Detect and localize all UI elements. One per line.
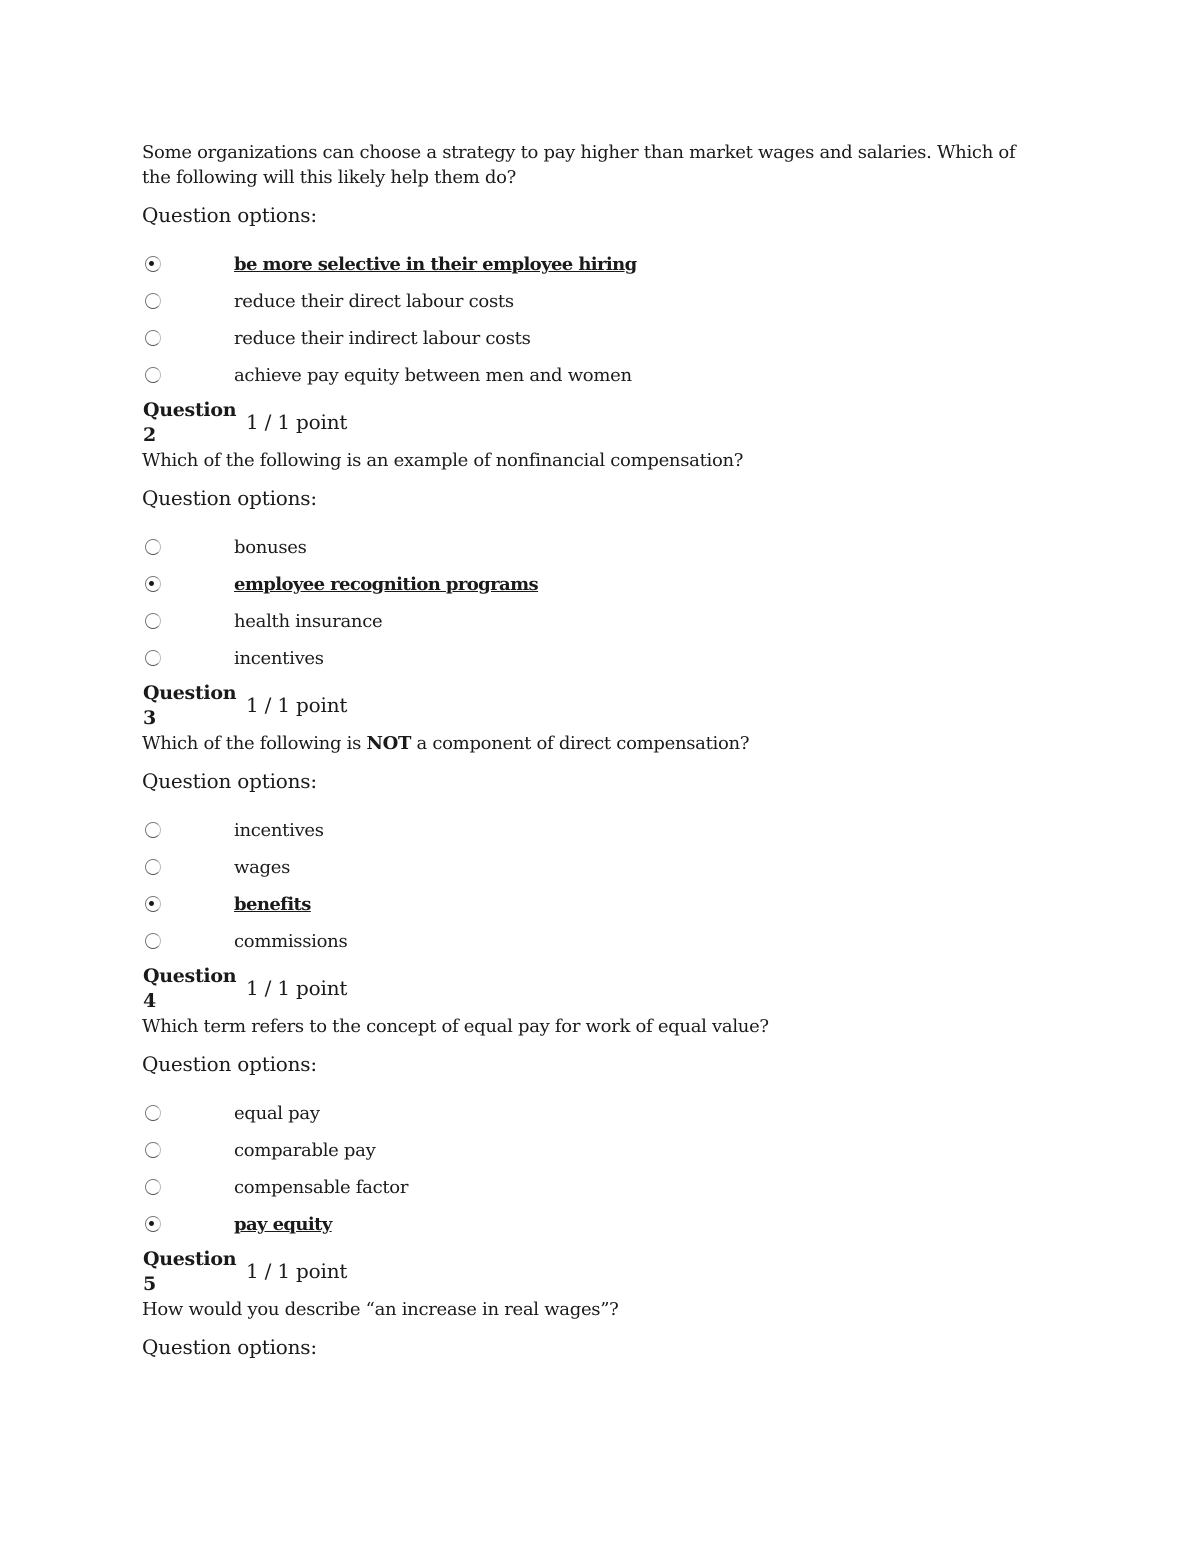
- question-1: [142, 140, 1042, 396]
- option-text: benefits: [234, 894, 311, 915]
- option-text: be more selective in their employee hiring: [234, 254, 637, 275]
- question-prompt: Which of the following is an example of nonfinancial compensation?: [142, 450, 744, 471]
- question-prompt: How would you describe “an increase in real wages”?: [142, 1299, 619, 1320]
- options-label: Question options:: [142, 769, 317, 793]
- option-text: wages: [234, 857, 291, 878]
- question-points: 1 / 1 point: [246, 693, 348, 717]
- option-text: equal pay: [234, 1103, 320, 1124]
- options-label: Question options:: [142, 486, 317, 510]
- option[interactable]: [142, 248, 1042, 285]
- radio-icon[interactable]: [145, 539, 161, 555]
- question-2: [142, 398, 1042, 679]
- radio-icon[interactable]: [145, 1179, 161, 1195]
- option-text: pay equity: [234, 1214, 332, 1235]
- options-label: Question options:: [142, 1052, 317, 1076]
- options-label: Question options:: [142, 1335, 317, 1359]
- option-text: employee recognition programs: [234, 574, 539, 595]
- option-text: incentives: [234, 648, 324, 669]
- option-text: reduce their indirect labour costs: [234, 328, 531, 349]
- radio-icon[interactable]: [145, 650, 161, 666]
- option[interactable]: [142, 1208, 1042, 1245]
- question-label-word: Question: [143, 682, 237, 704]
- question-prompt: Which term refers to the concept of equal pay for work of equal value?: [142, 1016, 769, 1037]
- radio-icon[interactable]: [145, 367, 161, 383]
- option[interactable]: [142, 925, 1042, 962]
- radio-icon[interactable]: [145, 613, 161, 629]
- radio-icon[interactable]: [145, 933, 161, 949]
- prompt-part: a component of direct compensation?: [411, 733, 750, 754]
- option[interactable]: [142, 642, 1042, 679]
- question-number: 4: [143, 990, 156, 1012]
- question-points: 1 / 1 point: [246, 976, 348, 1000]
- question-points: 1 / 1 point: [246, 410, 348, 434]
- option[interactable]: [142, 851, 1042, 888]
- option-text: compensable factor: [234, 1177, 409, 1198]
- option[interactable]: [142, 322, 1042, 359]
- option-text: achieve pay equity between men and women: [234, 365, 632, 386]
- question-number: 2: [143, 424, 156, 446]
- prompt-part: Which of the following is: [142, 733, 367, 754]
- radio-checked-icon[interactable]: [145, 1216, 161, 1232]
- radio-icon[interactable]: [145, 859, 161, 875]
- option[interactable]: [142, 1171, 1042, 1208]
- option[interactable]: [142, 568, 1042, 605]
- option-text: commissions: [234, 931, 348, 952]
- option-text: comparable pay: [234, 1140, 376, 1161]
- option[interactable]: [142, 605, 1042, 642]
- question-points: 1 / 1 point: [246, 1259, 348, 1283]
- option[interactable]: [142, 1134, 1042, 1171]
- question-label: [143, 398, 236, 448]
- question-label: [143, 681, 236, 731]
- quiz-page: [142, 140, 1042, 1380]
- options-label: Question options:: [142, 203, 317, 227]
- question-label-word: Question: [143, 1248, 237, 1270]
- radio-icon[interactable]: [145, 1142, 161, 1158]
- question-label: [143, 964, 236, 1014]
- option-text: health insurance: [234, 611, 383, 632]
- option-text: bonuses: [234, 537, 307, 558]
- radio-checked-icon[interactable]: [145, 256, 161, 272]
- option[interactable]: [142, 531, 1042, 568]
- question-3: [142, 681, 1042, 962]
- option[interactable]: [142, 1097, 1042, 1134]
- question-label-word: Question: [143, 399, 237, 421]
- prompt-emphasis: NOT: [366, 733, 412, 754]
- question-header: [142, 964, 1042, 1014]
- question-number: 5: [143, 1273, 156, 1295]
- option[interactable]: [142, 814, 1042, 851]
- radio-checked-icon[interactable]: [145, 576, 161, 592]
- question-prompt: Some organizations can choose a strategy to pay higher than market wages and salaries. Which of the following will this likely help them do?: [142, 142, 1016, 188]
- question-4: [142, 964, 1042, 1245]
- option[interactable]: [142, 888, 1042, 925]
- option-text: incentives: [234, 820, 324, 841]
- radio-icon[interactable]: [145, 293, 161, 309]
- question-prompt: [142, 731, 1042, 756]
- radio-icon[interactable]: [145, 1105, 161, 1121]
- question-header: [142, 1247, 1042, 1297]
- question-label: [143, 1247, 236, 1297]
- question-header: [142, 398, 1042, 448]
- question-5: [142, 1247, 1042, 1360]
- question-number: 3: [143, 707, 156, 729]
- question-label-word: Question: [143, 965, 237, 987]
- radio-icon[interactable]: [145, 822, 161, 838]
- radio-icon[interactable]: [145, 330, 161, 346]
- option[interactable]: [142, 359, 1042, 396]
- question-header: [142, 681, 1042, 731]
- option[interactable]: [142, 285, 1042, 322]
- option-text: reduce their direct labour costs: [234, 291, 514, 312]
- radio-checked-icon[interactable]: [145, 896, 161, 912]
